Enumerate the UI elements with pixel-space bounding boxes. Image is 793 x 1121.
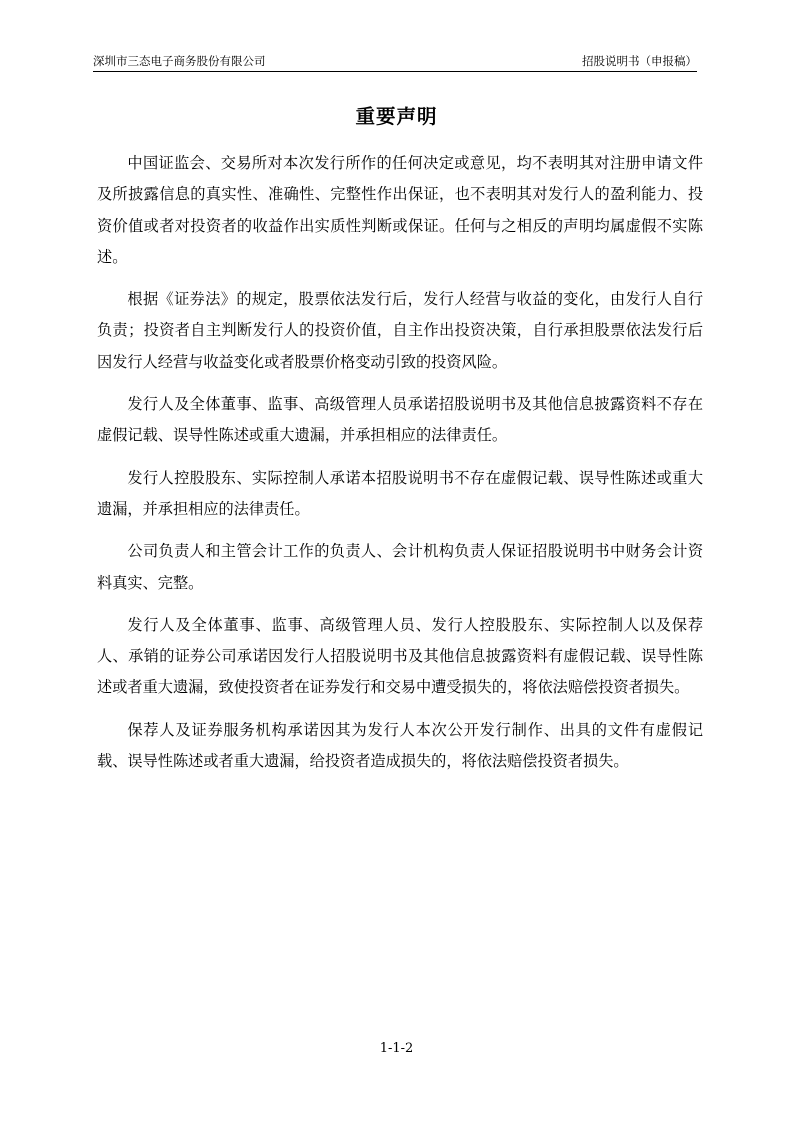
header-company-name: 深圳市三态电子商务股份有限公司 (93, 54, 266, 68)
statement-paragraph: 发行人及全体董事、监事、高级管理人员承诺招股说明书及其他信息披露资料不存在虚假记载、误导性陈述或重大遗漏，并承担相应的法律责任。 (97, 395, 703, 445)
statement-paragraph: 根据《证券法》的规定，股票依法发行后，发行人经营与收益的变化，由发行人自行负责；投资者自主判断发行人的投资价值，自主作出投资决策，自行承担股票依法发行后因发行人经营与收益变化或者股票价格变动引致的投资风险。 (97, 290, 703, 371)
statement-paragraph: 公司负责人和主管会计工作的负责人、会计机构负责人保证招股说明书中财务会计资料真实、完整。 (97, 542, 703, 592)
statement-paragraph: 发行人控股股东、实际控制人承诺本招股说明书不存在虚假记载、误导性陈述或重大遗漏，并承担相应的法律责任。 (97, 468, 703, 518)
statement-paragraph: 中国证监会、交易所对本次发行所作的任何决定或意见，均不表明其对注册申请文件及所披露信息的真实性、准确性、完整性作出保证，也不表明其对发行人的盈利能力、投资价值或者对投资者的收益作出实质性判断或保证。任何与之相反的声明均属虚假不实陈述。 (97, 154, 703, 266)
page-number: 1-1-2 (379, 1041, 414, 1056)
statement-body (97, 148, 703, 788)
header-document-type: 招股说明书（申报稿） (582, 54, 697, 68)
statement-paragraph: 发行人及全体董事、监事、高级管理人员、发行人控股股东、实际控制人以及保荐人、承销的证券公司承诺因发行人招股说明书及其他信息披露资料有虚假记载、误导性陈述或者重大遗漏，致使投资者在证券发行和交易中遭受损失的，将依法赔偿投资者损失。 (97, 615, 703, 697)
page-header (93, 52, 697, 72)
page-title: 重要声明 (355, 105, 438, 128)
statement-paragraph: 保荐人及证券服务机构承诺因其为发行人本次公开发行制作、出具的文件有虚假记载、误导性陈述或者重大遗漏，给投资者造成损失的，将依法赔偿投资者损失。 (97, 720, 703, 771)
